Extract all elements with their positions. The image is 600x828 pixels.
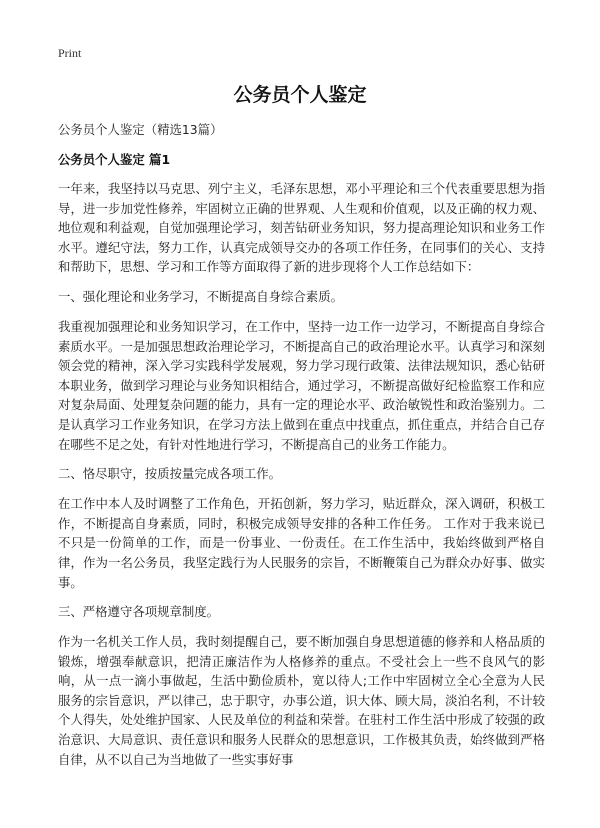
document-subtitle: 公务员个人鉴定（精选13篇） xyxy=(58,122,223,137)
point-1-paragraph: 我重视加强理论和业务知识学习，在工作中，坚持一边工作一边学习，不断提高自身综合素质水平。一是加强思想政治理论学习，不断提高自己的政治理论水平。认真学习和深刻领会党的精神，深入学习实践科学发展观，努力学习现行政策、法律法规知识，悉心钻研本职业务，做到学习理论与业务知识相结合，通过学习，不断提高做好纪检监察工作和应对复杂局面、处理复杂问题的能力，具有一定的理论水平、政治敏锐性和政治鉴别力。二是认真学习工作业务知识，在学习方法上做到在重点中找重点，抓住重点，并结合自己存在哪些不足之处，有针对性地进行学习，不断提高自己的业务工作能力。 xyxy=(58,318,545,452)
point-2-heading: 二、恪尽职守，按质按量完成各项工作。 xyxy=(58,466,282,482)
point-1-heading: 一、强化理论和业务学习，不断提高自身综合素质。 xyxy=(58,288,343,304)
document-body xyxy=(58,120,545,779)
print-link[interactable]: Print xyxy=(58,46,82,60)
intro-paragraph: 一年来，我坚持以马克思、列宁主义，毛泽东思想，邓小平理论和三个代表重要思想为指导，进一步加党性修养，牢固树立正确的世界观、人生观和价值观，以及正确的权力观、地位观和利益观，自觉加强理论学习，刻苦钻研业务知识，努力提高理论知识和业务工作水平。遵纪守法，努力工作，认真完成领导交办的各项工作任务，在同事们的关心、支持和帮助下，思想、学习和工作等方面取得了新的进步现将个人工作总结如下： xyxy=(58,181,545,275)
section-heading: 公务员个人鉴定 篇1 xyxy=(58,152,171,167)
point-2-paragraph: 在工作中本人及时调整了工作角色，开拓创新，努力学习，贴近群众，深入调研，积极工作，不断提高自身素质，同时，积极完成领导安排的各种工作任务。 工作对于我来说已不只是一份简单的工作，而是一份事业、一份责任。在工作生活中，我始终做到严格自律，作为一名公务员，我坚定践行为人民服务的宗旨，不断鞭策自己为群众办好事、做实事。 xyxy=(58,496,545,590)
page-title: 公务员个人鉴定 xyxy=(233,84,367,106)
point-3-heading: 三、严格遵守各项规章制度。 xyxy=(58,604,220,620)
point-3-paragraph: 作为一名机关工作人员，我时刻提醒自己，要不断加强自身思想道德的修养和人格品质的锻炼，增强奉献意识，把清正廉洁作为人格修养的重点。不受社会上一些不良风气的影响，从一点一滴小事做起，生活中勤俭质朴，宽以待人;工作中牢固树立全心全意为人民服务的宗旨意识，严以律己，忠于职守，办事公道，识大体、顾大局，淡泊名利，不计较个人得失，处处维护国家、人民及单位的利益和荣誉。在驻村工作生活中形成了较强的政治意识、大局意识、责任意识和服务人民群众的思想意识，工作极其负责，始终做到严格自律，从不以自己为当地做了一些实事好事 xyxy=(58,634,545,767)
